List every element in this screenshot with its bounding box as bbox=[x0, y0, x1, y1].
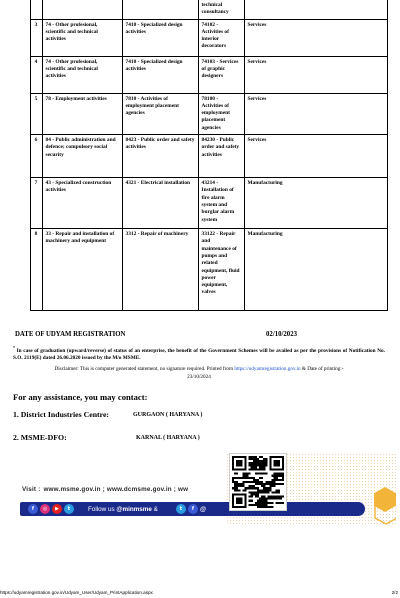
follow-prefix: Follow us bbox=[88, 506, 115, 513]
social-handle-2: @ bbox=[200, 506, 207, 513]
disclaimer-prefix: Disclaimer: This is computer generated statement, no signature required. Printed from bbox=[54, 366, 234, 372]
table-cell-blank bbox=[13, 19, 30, 56]
social-icons bbox=[28, 504, 74, 514]
table-cell-sn: 3 bbox=[30, 19, 42, 56]
footer-page-number: 2/2 bbox=[391, 590, 398, 595]
table-cell-type: Manufacturing bbox=[244, 178, 388, 229]
table-cell-group: 3312 - Repair of machinery bbox=[122, 229, 198, 311]
table-cell-type: Manufacturing bbox=[244, 229, 388, 311]
table-cell-sn: 6 bbox=[30, 135, 42, 178]
table-row bbox=[13, 135, 388, 178]
table-cell-sn: 8 bbox=[30, 229, 42, 311]
table-cell-blank bbox=[13, 56, 30, 93]
table-cell-blank bbox=[13, 135, 30, 178]
table-cell-group: 7410 - Specialized design activities bbox=[122, 19, 198, 56]
table-row bbox=[13, 19, 388, 56]
table-cell-group: 8423 - Public order and safety activities bbox=[122, 135, 198, 178]
table-row bbox=[13, 229, 388, 311]
nic-activity-table bbox=[13, 0, 388, 311]
table-cell-type: Services bbox=[244, 135, 388, 178]
table-cell-division: 74 - Other profesional, scientific and technical activities bbox=[42, 56, 122, 93]
dfo-value: KARNAL ( HARYANA ) bbox=[136, 435, 200, 441]
qr-code-icon bbox=[232, 456, 284, 508]
table-cell-division: 43 - Specialized construction activities bbox=[42, 178, 122, 229]
twitter-icon[interactable]: t bbox=[176, 504, 186, 514]
table-cell-type: Services bbox=[244, 56, 388, 93]
print-date: 23/10/2024 bbox=[187, 373, 211, 380]
table-row bbox=[13, 0, 388, 19]
table-cell-group: 7410 - Specialized design activities bbox=[122, 56, 198, 93]
social-handle[interactable]: @minmsme bbox=[116, 506, 152, 513]
graduation-note bbox=[13, 345, 385, 363]
visit-sites[interactable]: www.msme.gov.in ; www.dcmsme.gov.in ; ww bbox=[43, 486, 189, 493]
follow-amp: & bbox=[153, 506, 158, 513]
table-cell-activity: 33122 - Repair and maintenance of pumps and related equipment, fluid power equipment, valves bbox=[198, 229, 244, 311]
table-cell-division: 84 - Public administration and defence; compulsory social security bbox=[42, 135, 122, 178]
table-cell-activity: 84230 - Public order and safety activities bbox=[198, 135, 244, 178]
note-text: In case of graduation (upward/reverse) of status of an enterprise, the benefit of the Government Schemes will be availed as per the provisions of Notification No. S.O. 2119(E) dated 26.06.2020 issued by the M/o MSME. bbox=[13, 347, 385, 362]
disclaimer bbox=[13, 366, 385, 381]
dfo-label: 2. MSME-DFO: bbox=[13, 433, 67, 442]
registration-date-row bbox=[15, 331, 385, 338]
registration-label: DATE OF UDYAM REGISTRATION bbox=[15, 331, 126, 338]
youtube-icon[interactable]: ▶ bbox=[52, 504, 62, 514]
dic-label: 1. District Industries Centre: bbox=[13, 410, 110, 419]
table-cell-group: 4321 - Electrical installation bbox=[122, 178, 198, 229]
nic-table bbox=[13, 0, 388, 311]
table-cell-type: Services bbox=[244, 93, 388, 134]
table-cell-sn: 4 bbox=[30, 56, 42, 93]
table-cell-sn: 5 bbox=[30, 93, 42, 134]
table-cell-activity: 43214 - Installation of fire alarm system and burglar alarm system bbox=[198, 178, 244, 229]
table-cell-division: 33 - Repair and installation of machinery and equipment bbox=[42, 229, 122, 311]
table-cell-sn: 7 bbox=[30, 178, 42, 229]
twitter-icon[interactable]: t bbox=[64, 504, 74, 514]
table-cell-type: Services bbox=[244, 19, 388, 56]
hexagon-outline-icon bbox=[374, 498, 396, 525]
disclaimer-suffix: & Date of printing:- bbox=[301, 366, 344, 372]
udyam-link[interactable]: https://udyamregistration.gov.in bbox=[234, 366, 301, 372]
facebook-icon[interactable]: f bbox=[28, 504, 38, 514]
table-cell-activity: 74102 - Activities of interior decorators bbox=[198, 19, 244, 56]
table-cell-activity: technical consultancy bbox=[198, 0, 244, 19]
instagram-icon[interactable]: ◎ bbox=[40, 504, 50, 514]
follow-text bbox=[88, 506, 158, 513]
table-cell-activity: 78100 - Activities of employment placement agencies bbox=[198, 93, 244, 134]
table-cell-blank bbox=[13, 229, 30, 311]
table-row bbox=[13, 178, 388, 229]
facebook-icon[interactable]: f bbox=[188, 504, 198, 514]
table-cell-division: 78 - Employment activities bbox=[42, 93, 122, 134]
table-cell-activity: 74103 - Services of graphic designers bbox=[198, 56, 244, 93]
note-marker: * bbox=[13, 345, 15, 350]
table-row bbox=[13, 93, 388, 134]
table-cell-group: 7810 - Activities of employment placement agencies bbox=[122, 93, 198, 134]
registration-date: 02/10/2023 bbox=[266, 331, 297, 338]
msme-banner bbox=[12, 453, 396, 526]
social-icons-2 bbox=[176, 504, 198, 514]
table-row bbox=[13, 56, 388, 93]
footer-url: https://udyamregistration.gov.in/Udyam_User/Udyam_PrintApplication.aspx bbox=[0, 590, 153, 595]
dic-value: GURGAON ( HARYANA ) bbox=[133, 412, 203, 418]
assistance-heading: For any assistance, you may contact: bbox=[13, 392, 148, 402]
qr-code bbox=[229, 453, 287, 511]
visit-label: Visit : bbox=[22, 486, 41, 493]
table-cell-blank bbox=[13, 93, 30, 134]
table-cell-blank bbox=[13, 178, 30, 229]
table-cell-division: 74 - Other profesional, scientific and technical activities bbox=[42, 19, 122, 56]
